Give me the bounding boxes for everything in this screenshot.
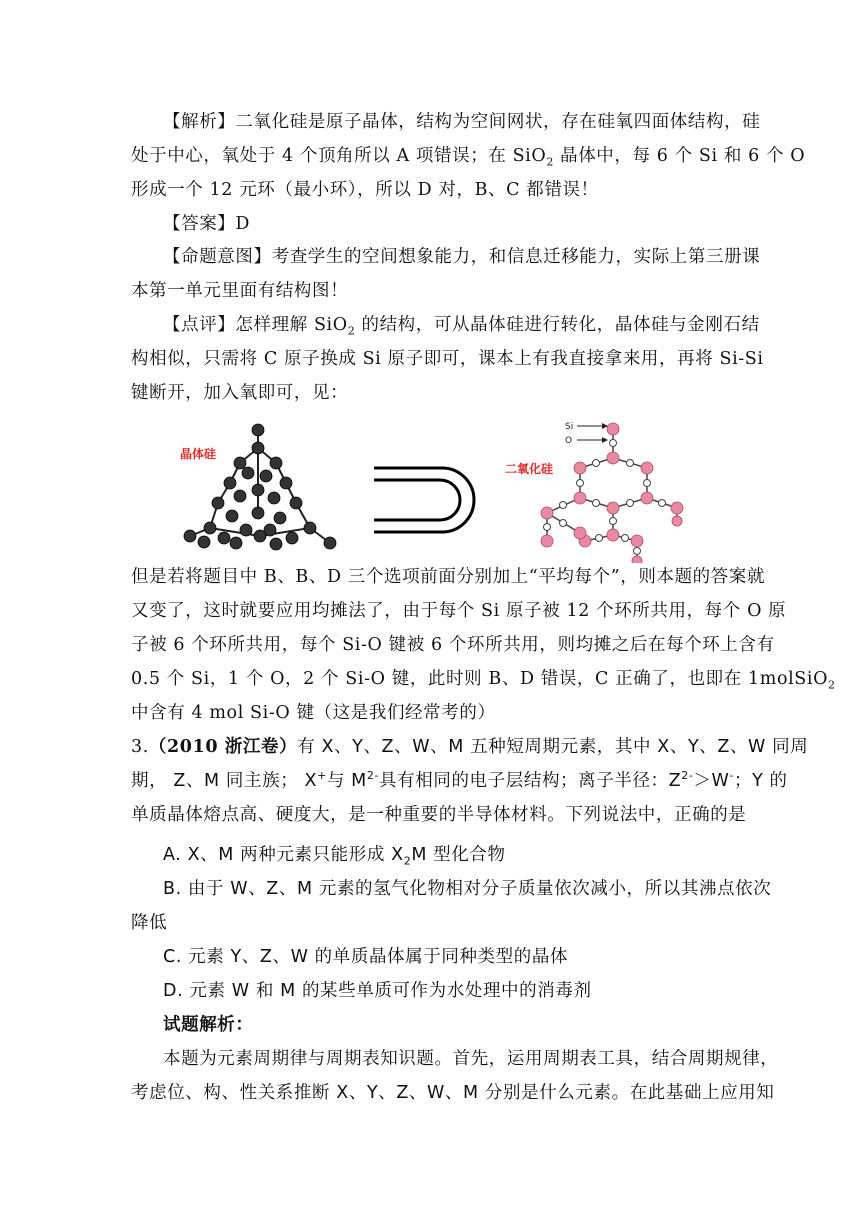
para2-line-4: 0.5 个 Si，1 个 O，2 个 Si-O 键，此时则 B、D 错误，C 正确了，也即在 1molSiO$_2$ bbox=[131, 669, 836, 692]
analysis-line-1: 【解析】二氧化硅是原子晶体，结构为空间网状，存在硅氧四面体结构，硅 bbox=[163, 112, 761, 132]
q3-line-1: 3.（2010 浙江卷）有 X、Y、Z、W、M 五种短周期元素，其中 X、Y、Z、W 同周 bbox=[131, 737, 809, 757]
para2-line-1: 但是若将题目中 B、B、D 三个选项前面分别加上“平均每个”，则本题的答案就 bbox=[131, 567, 766, 587]
solution-title: 试题解析： bbox=[163, 1015, 254, 1035]
silicon-crystal-figure bbox=[170, 418, 345, 560]
para2-line-2: 又变了，这时就要应用均摊法了，由于每个 Si 原子被 12 个环所共用，每个 O 原 bbox=[131, 601, 787, 621]
q3-line-2: 期， Z、M 同主族； X+与 $M^{2-}$具有相同的电子层结构；离子半径：$Z^{2-}>W^-$；Y 的 bbox=[131, 769, 788, 791]
sio2-label: 二氧化硅 bbox=[505, 462, 554, 476]
option-c: C. 元素 Y、Z、W 的单质晶体属于同种类型的晶体 bbox=[163, 947, 569, 967]
analysis-line-2: 处于中心，氧处于 4 个顶角所以 A 项错误；在 SiO$_2$ 晶体中，每 6 个 Si 和 6 个 O bbox=[131, 146, 806, 169]
solution-line-1: 本题为元素周期律与周期表知识题。首先，运用周期表工具，结合周期规律， bbox=[163, 1049, 779, 1069]
q3-line-3: 单质晶体熔点高、硬度大，是一种重要的半导体材料。下列说法中，正确的是 bbox=[131, 805, 747, 825]
option-a: A. X、M 两种元素只能形成 $X_2M$ 型化合物 bbox=[163, 845, 506, 868]
option-d: D. 元素 W 和 M 的某些单质可作为水处理中的消毒剂 bbox=[163, 981, 592, 1001]
analysis-line-3: 形成一个 12 元环（最小环），所以 D 对，B、C 都错误！ bbox=[131, 180, 599, 200]
comment-line-2: 构相似，只需将 C 原子换成 Si 原子即可，课本上有我直接拿来用，再将 Si-Si bbox=[131, 349, 764, 369]
option-b-line-2: 降低 bbox=[131, 913, 168, 933]
comment-line-1: 【点评】怎样理解 SiO$_2$ 的结构，可从晶体硅进行转化，晶体硅与金刚石结 bbox=[163, 315, 760, 338]
implies-arrow bbox=[370, 462, 485, 538]
legend-si-label: Si bbox=[565, 422, 574, 432]
solution-line-2: 考虑位、构、性关系推断 X、Y、Z、W、M 分别是什么元素。在此基础上应用知 bbox=[131, 1083, 775, 1103]
para2-line-3: 子被 6 个环所共用，每个 Si-O 键被 6 个环所共用，则均摊之后在每个环上含有 bbox=[131, 635, 775, 655]
silicon-dioxide-figure bbox=[505, 413, 705, 563]
option-b-line-1: B. 由于 W、Z、M 元素的氢气化物相对分子质量依次减小，所以其沸点依次 bbox=[163, 879, 772, 899]
silicon-label: 晶体硅 bbox=[180, 447, 217, 461]
comment-line-3: 键断开，加入氧即可，见： bbox=[131, 383, 349, 403]
intent-line-1: 【命题意图】考查学生的空间想象能力，和信息迁移能力，实际上第三册课 bbox=[163, 247, 761, 267]
answer-line: 【答案】D bbox=[163, 214, 251, 234]
intent-line-2: 本第一单元里面有结构图！ bbox=[131, 281, 349, 301]
legend-o-label: O bbox=[565, 436, 573, 446]
para2-line-5: 中含有 4 mol Si-O 键（这是我们经常考的） bbox=[131, 703, 496, 723]
